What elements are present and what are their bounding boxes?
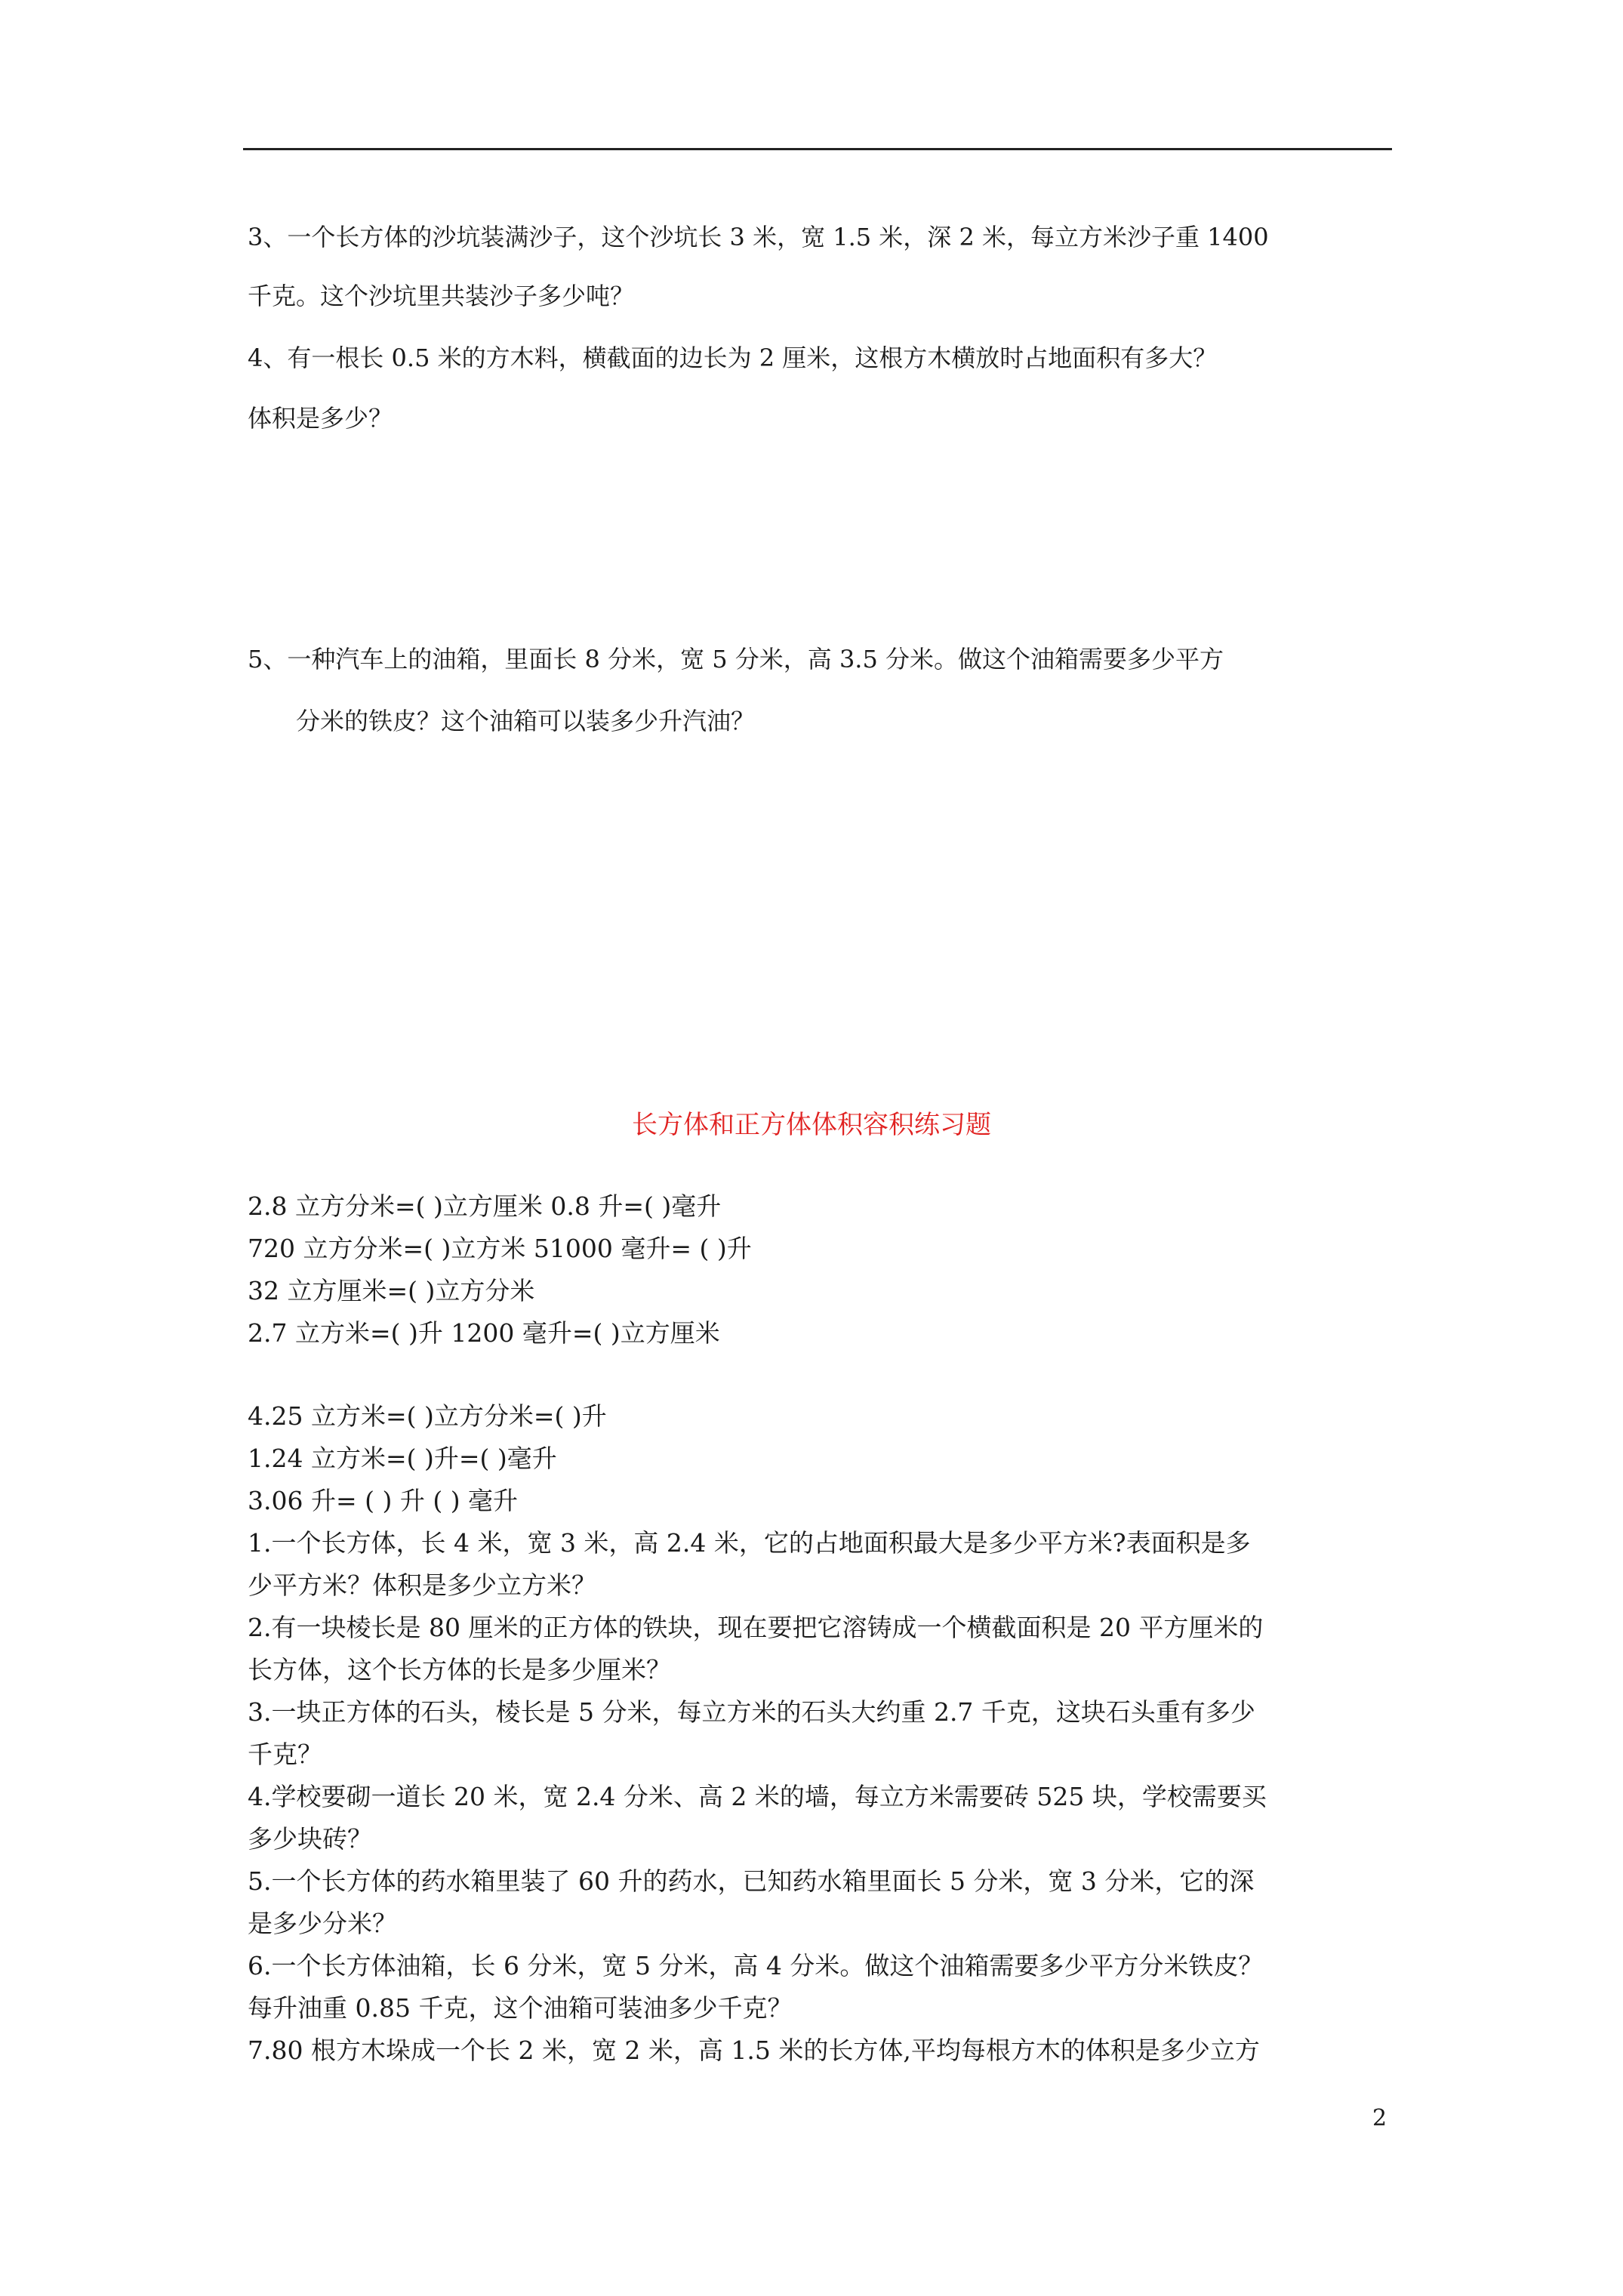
word-line-13: 7.80 根方木垛成一个长 2 米，宽 2 米，高 1.5 米的长方体,平均每根方木的体积是多少立方 — [248, 2036, 1260, 2065]
fill-line-7: 3.06 升= ( ) 升 ( ) 毫升 — [248, 1486, 519, 1515]
fill-line-6: 1.24 立方米=( )升=( )毫升 — [248, 1444, 557, 1473]
word-line-10: 是多少分米？ — [248, 1909, 397, 1938]
problem-4-line-2: 体积是多少？ — [248, 404, 393, 433]
fill-line-4: 2.7 立方米=( )升 1200 毫升=( )立方厘米 — [248, 1318, 720, 1348]
word-line-9: 5.一个长方体的药水箱里装了 60 升的药水，已知药水箱里面长 5 分米，宽 3 分米，它的深 — [248, 1866, 1255, 1896]
word-line-8: 多少块砖？ — [248, 1824, 372, 1854]
header-rule — [243, 148, 1392, 150]
fill-line-5: 4.25 立方米=( )立方分米=( )升 — [248, 1401, 607, 1431]
problem-3-line-1: 3、一个长方体的沙坑装满沙子，这个沙坑长 3 米，宽 1.5 米，深 2 米，每立方米沙子重 1400 — [248, 223, 1269, 251]
fill-line-2: 720 立方分米=( )立方米 51000 毫升= ( )升 — [248, 1234, 752, 1263]
word-line-6: 千克？ — [248, 1740, 322, 1769]
word-line-11: 6.一个长方体油箱，长 6 分米，宽 5 分米，高 4 分米。做这个油箱需要多少平方分米铁皮？ — [248, 1951, 1264, 1980]
word-line-4: 长方体，这个长方体的长是多少厘米？ — [248, 1655, 671, 1684]
page-number: 2 — [1372, 2105, 1387, 2131]
word-line-12: 每升油重 0.85 千克，这个油箱可装油多少千克？ — [248, 1993, 793, 2023]
word-line-3: 2.有一块棱长是 80 厘米的正方体的铁块，现在要把它溶铸成一个横截面积是 20 平方厘米的 — [248, 1613, 1264, 1642]
word-line-2: 少平方米？体积是多少立方米？ — [248, 1570, 596, 1600]
word-line-7: 4.学校要砌一道长 20 米，宽 2.4 分米、高 2 米的墙，每立方米需要砖 525 块，学校需要买 — [248, 1782, 1267, 1811]
problem-5-line-2: 分米的铁皮？这个油箱可以装多少升汽油？ — [296, 707, 756, 735]
fill-line-1: 2.8 立方分米=( )立方厘米 0.8 升=( )毫升 — [248, 1191, 722, 1221]
fill-line-3: 32 立方厘米=( )立方分米 — [248, 1276, 535, 1305]
problem-4-line-1: 4、有一根长 0.5 米的方木料，横截面的边长为 2 厘米，这根方木横放时占地面积有多大？ — [248, 344, 1218, 372]
problem-5-line-1: 5、一种汽车上的油箱，里面长 8 分米，宽 5 分米，高 3.5 分米。做这个油箱需要多少平方 — [248, 645, 1224, 673]
problem-3-line-2: 千克。这个沙坑里共装沙子多少吨？ — [248, 282, 635, 310]
word-line-5: 3.一块正方体的石头，棱长是 5 分米，每立方米的石头大约重 2.7 千克，这块石头重有多少 — [248, 1697, 1255, 1727]
word-line-1: 1.一个长方体，长 4 米，宽 3 米，高 2.4 米，它的占地面积最大是多少平方米?表面积是多 — [248, 1528, 1251, 1558]
section-title: 长方体和正方体体积容积练习题 — [632, 1110, 991, 1140]
